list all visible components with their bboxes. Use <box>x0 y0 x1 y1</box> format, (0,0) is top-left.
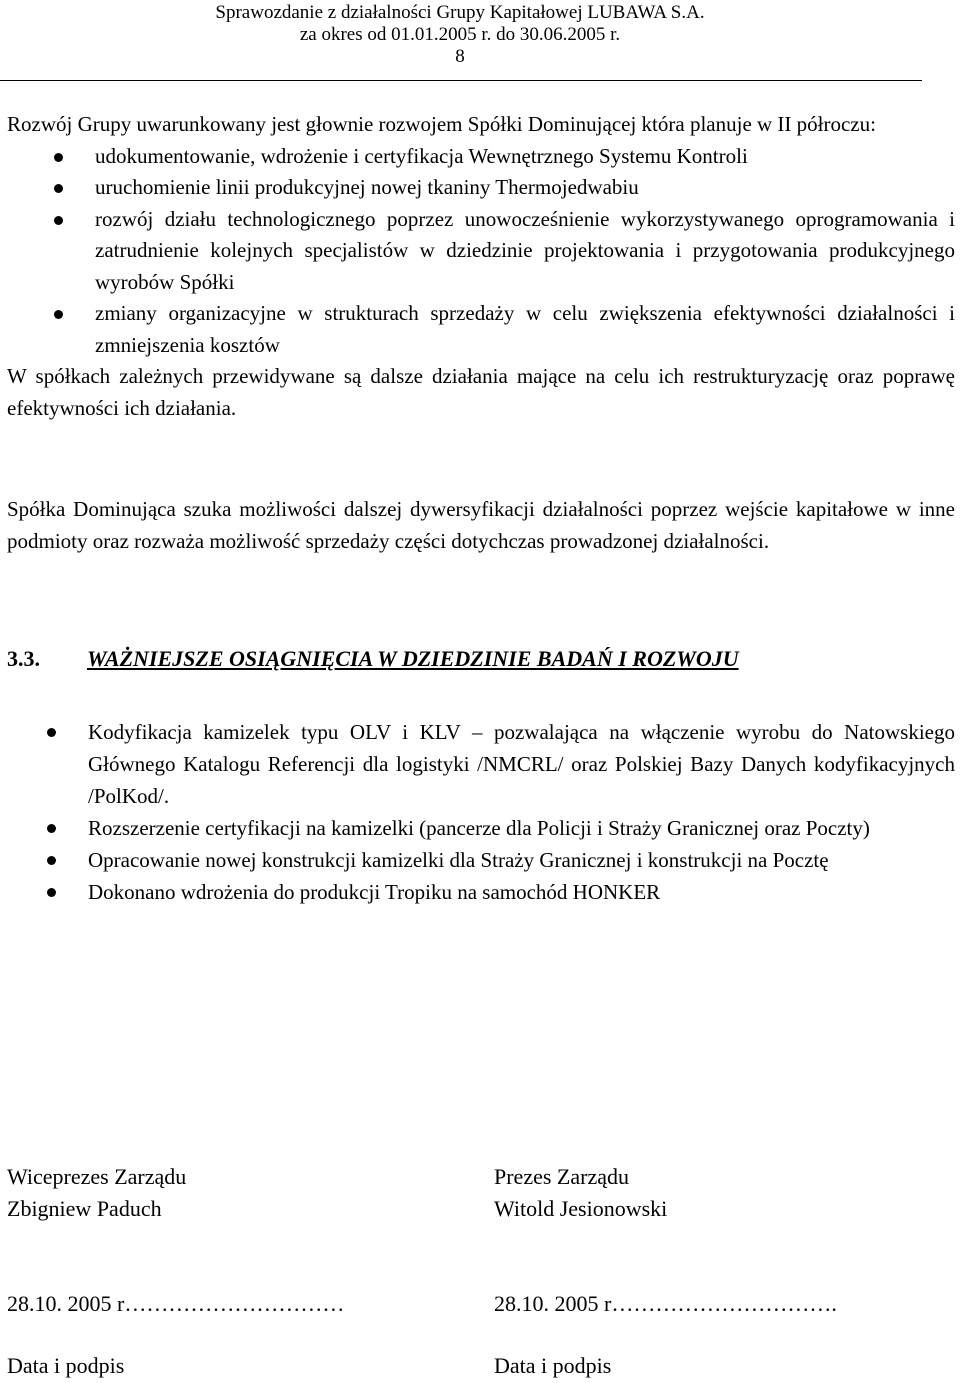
achievements-section <box>7 716 955 908</box>
list-item: Opracowanie nowej konstrukcji kamizelki dla Straży Granicznej i konstrukcji na Pocztę <box>7 844 955 876</box>
signatory-name: Zbigniew Paduch <box>7 1196 162 1221</box>
signature-left <box>7 1161 186 1225</box>
signatory-role: Prezes Zarządu <box>494 1164 629 1189</box>
achievements-list <box>7 716 955 908</box>
list-item: zmiany organizacyjne w strukturach sprzedaży w celu zwiększenia efektywności działalności i zmniejszenia kosztów <box>7 298 955 361</box>
bullet-icon <box>47 728 56 737</box>
section-title: WAŻNIEJSZE OSIĄGNIĘCIA W DZIEDZINIE BADAŃ I ROZWOJU <box>87 646 739 671</box>
date-signature-label-left: Data i podpis <box>7 1353 125 1378</box>
bullet-icon <box>54 216 63 225</box>
development-section <box>7 109 955 424</box>
date-signature-label-right: Data i podpis <box>494 1353 612 1378</box>
bullet-icon <box>54 310 63 319</box>
signatory-role: Wiceprezes Zarządu <box>7 1164 187 1189</box>
list-item: Kodyfikacja kamizelek typu OLV i KLV – pozwalająca na włączenie wyrobu do Natowskiego Głównego Katalogu Referencji dla logistyki /NMCRL/ oraz Polskiej Bazy Danych kodyfikacyjnych /PolKod/. <box>7 716 955 812</box>
report-title: Sprawozdanie z działalności Grupy Kapitałowej LUBAWA S.A. <box>215 2 705 23</box>
section-number: 3.3. <box>7 646 40 671</box>
diversification-section <box>7 493 955 557</box>
bullet-icon <box>54 184 63 193</box>
subsidiaries-paragraph: W spółkach zależnych przewidywane są dalsze działania mające na celu ich restrukturyzację oraz poprawę efektywności ich działania. <box>7 364 955 420</box>
page-number: 8 <box>455 46 465 67</box>
header-rule <box>0 80 922 81</box>
date-right: 28.10. 2005 r…………………………. <box>494 1291 837 1316</box>
list-item: Rozszerzenie certyfikacji na kamizelki (pancerze dla Policji i Straży Granicznej oraz Poczty) <box>7 812 955 844</box>
bullet-icon <box>47 856 56 865</box>
date-left: 28.10. 2005 r………………………… <box>7 1291 345 1316</box>
development-intro: Rozwój Grupy uwarunkowany jest głownie rozwojem Spółki Dominującej która planuje w II półroczu: <box>7 112 876 136</box>
plans-list <box>7 141 955 362</box>
bullet-icon <box>47 824 56 833</box>
list-item: rozwój działu technologicznego poprzez unowocześnienie wykorzystywanego oprogramowania i zatrudnienie kolejnych specjalistów w dziedzinie projektowania i przygotowania produkcyjnego wyrobów Spółki <box>7 204 955 299</box>
signature-right <box>494 1161 667 1225</box>
diversification-paragraph: Spółka Dominująca szuka możliwości dalszej dywersyfikacji działalności poprzez wejście kapitałowe w inne podmioty oraz rozważa możliwość sprzedaży części dotychczas prowadzonej działalności. <box>7 497 955 553</box>
bullet-icon <box>54 153 63 162</box>
list-item: Dokonano wdrożenia do produkcji Tropiku na samochód HONKER <box>7 876 955 908</box>
section-heading <box>7 646 955 672</box>
signatory-name: Witold Jesionowski <box>494 1196 668 1221</box>
list-item: udokumentowanie, wdrożenie i certyfikacja Wewnętrznego Systemu Kontroli <box>7 141 955 173</box>
bullet-icon <box>47 888 56 897</box>
page-header <box>0 2 920 68</box>
list-item: uruchomienie linii produkcyjnej nowej tkaniny Thermojedwabiu <box>7 172 955 204</box>
report-period: za okres od 01.01.2005 r. do 30.06.2005 r. <box>299 24 621 45</box>
